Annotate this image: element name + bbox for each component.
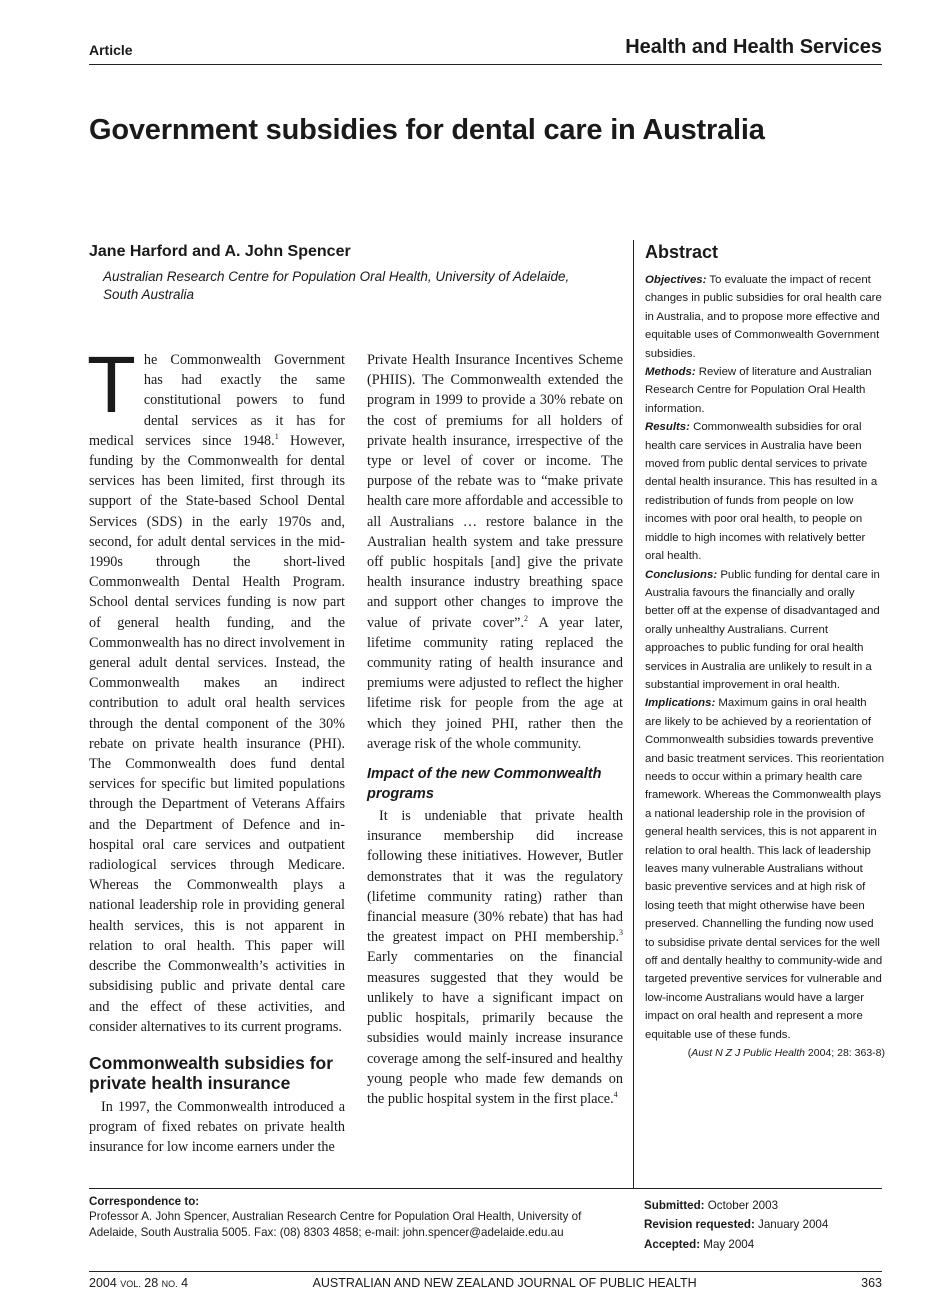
text: A year later, lifetime community rating replaced the community rating of health insurance and premiums were adjusted to reflect the higher lifetime risk for people from the age at which they joined PHI, rather then the average risk of the whole community. [367,614,623,752]
article-title: Government subsidies for dental care in Australia [89,114,765,146]
label: Objectives: [645,274,707,286]
text: Commonwealth subsidies for oral health care services in Australia have been moved from public dental services to private dental health insurance. This has resulted in a redistribution of funds from people on low incomes with poor oral health, to people on middle to high incomes with relatively better oral health. [645,421,878,563]
body-column-1 [87,340,345,1158]
label: Correspondence to: [89,1194,200,1208]
abstract-title: Abstract [645,242,719,262]
text: It is undeniable that private health insurance membership did increase following these initiatives. However, Butler demonstrates that it was the regulatory (lifetime community rating) rather than financial measure (30% rebate) that has had the greatest impact on PHI membership. [367,808,623,946]
text: Early commentaries on the financial measures suggested that they would be unlikely to have a significant impact on public hospitals, primarily because the subsidies would mainly increase insurance coverage among the self-insured and healthy young people who made few demands on the public hospital system in the first place. [367,949,623,1107]
section-category: Health and Health Services [625,36,882,58]
paragraph: In 1997, the Commonwealth introduced a program of fixed rebates on private health insurance for low income earners under the [89,1098,345,1156]
section-heading: Commonwealth subsidies for private health insurance [89,1052,334,1093]
text: he Commonwealth Government has had exactly the same constitutional powers to fund dental services as it has for medical services since 1948. [89,352,345,449]
text: Private Health Insurance Incentives Scheme (PHIIS). The Commonwealth extended the program in 1999 to provide a 30% rebate on the cost of premiums for all holders of private health insurance, irrespective of the type or level of cover or income. The purpose of the rebate was to “make private health care more affordable and accessible to all Australians … restore balance in the Australian health system and take pressure off public hospitals [and] give the private health insurance industry breathing space and support other changes to improve the value of private cover”. [367,352,623,631]
citation-journal: Aust N Z J Public Health [691,1047,806,1060]
text: Maximum gains in oral health are likely to be achieved by a reorientation of Commonwealth subsidies towards preventive and basic treatment services. This reorientation needs to occur within a primary health care framework. Whereas the Commonwealth plays a national leadership role in the provision of general health services, this is not apparent in relation to oral health. This lack of leadership leaves many vulnerable Australians without basic preventive services and at high risk of losing teeth that might otherwise have been preserved. Channelling the funding now used to subsidise private dental services for the well off and dentally healthy to community-wide and targeted preventive services for vulnerable and low-income Australians would have a larger impact on oral health and represent a more equitable use of these funds. [645,697,885,1041]
text: NO. [161,1278,178,1289]
text: 4 [177,1275,189,1290]
intro-paragraph [87,340,345,1037]
text: Professor A. John Spencer, Australian Research Centre for Population Oral Health, University of Adelaide, South Australia 5005. Fax: (08) 8303 4858; e-mail: john.spencer@adelaide.edu.au [89,1210,582,1239]
text: January 2004 [754,1218,829,1232]
text: VOL. [120,1278,141,1289]
citation-ref: 3 [619,928,623,938]
drop-cap: T [87,340,136,429]
text: To evaluate the impact of recent changes in public subsidies for oral health care in Australia, and to propose more effective and equitable uses of Commonwealth Government subsidies. [645,274,882,360]
text: However, funding by the Commonwealth for dental services has been limited, first through its support of the State-based School Dental Services (SDS) in the early 1970s and, second, for adult dental services in the mid-1990s through the short-lived Commonwealth Dental Health Program. School dental services funding is now part of general health funding, and the Commonwealth has no direct involvement in general adult dental services. Instead, the Commonwealth makes an indirect contribution to adult oral health services through the dental component of the 30% rebate on private health insurance (PHI). The Commonwealth does fund dental services for specific but limited populations through the Department of Veterans Affairs and the Department of Defence and in-hospital oral care services and outpatient radiological services through Medicare. Whereas the Commonwealth plays a national leadership role in providing general health services, this is not apparent in relation to oral health. This paper will describe the Commonwealth’s activities in subsidising public and private dental care and the effect of these activities, and consider alternatives to its current programs. [89,432,345,1035]
page-footer [89,1271,882,1311]
journal-name: AUSTRALIAN AND NEW ZEALAND JOURNAL OF PUBLIC HEALTH [312,1275,697,1290]
label: Submitted: [644,1198,705,1212]
correspondence-block [89,1188,882,1271]
authors: Jane Harford and A. John Spencer [89,243,351,260]
label: Methods: [645,366,696,379]
body-column-2 [367,350,623,1158]
label: Accepted: [644,1237,701,1251]
text: Review of literature and Australian Research Centre for Population Oral Health information. [645,366,872,415]
label: Conclusions: [645,568,718,581]
body-columns [87,340,633,1158]
label: Results: [645,421,690,434]
page-bottom [0,1188,925,1311]
text: 2004 [89,1275,121,1290]
citation-ref: 2 [524,613,528,623]
manuscript-dates [644,1194,882,1271]
subsection-heading: Impact of the new Commonwealth programs [367,766,602,803]
paragraph-continued [367,350,623,754]
label: Implications: [645,697,716,710]
page-number: 363 [861,1275,882,1290]
article-body-area [89,240,633,1188]
citation-ref: 1 [274,431,279,441]
citation-ref: 4 [613,1089,618,1099]
text: October 2003 [704,1198,779,1212]
header-rule [89,64,882,65]
article-type-label: Article [89,42,133,58]
text: 2004; 28: 363-8) [805,1047,885,1060]
abstract-body [645,271,885,1044]
text: 28 [140,1275,162,1290]
text: Public funding for dental care in Australia favours the financially and orally better off at the expense of disadvantaged and orally unhealthy Australians. Current approaches to public funding for oral health services in Australia are unlikely to result in a substantial improvement in oral health. [645,568,880,691]
affiliation: Australian Research Centre for Population Oral Health, University of Adelaide, South Australia [103,269,570,302]
correspondence [89,1194,629,1271]
issue-info [89,1276,188,1311]
text: May 2004 [700,1237,755,1251]
label: Revision requested: [644,1218,755,1232]
citation: (Aust N Z J Public Health 2004; 28: 363-8) [687,1047,885,1060]
paragraph [367,806,623,1109]
abstract [633,240,885,1188]
